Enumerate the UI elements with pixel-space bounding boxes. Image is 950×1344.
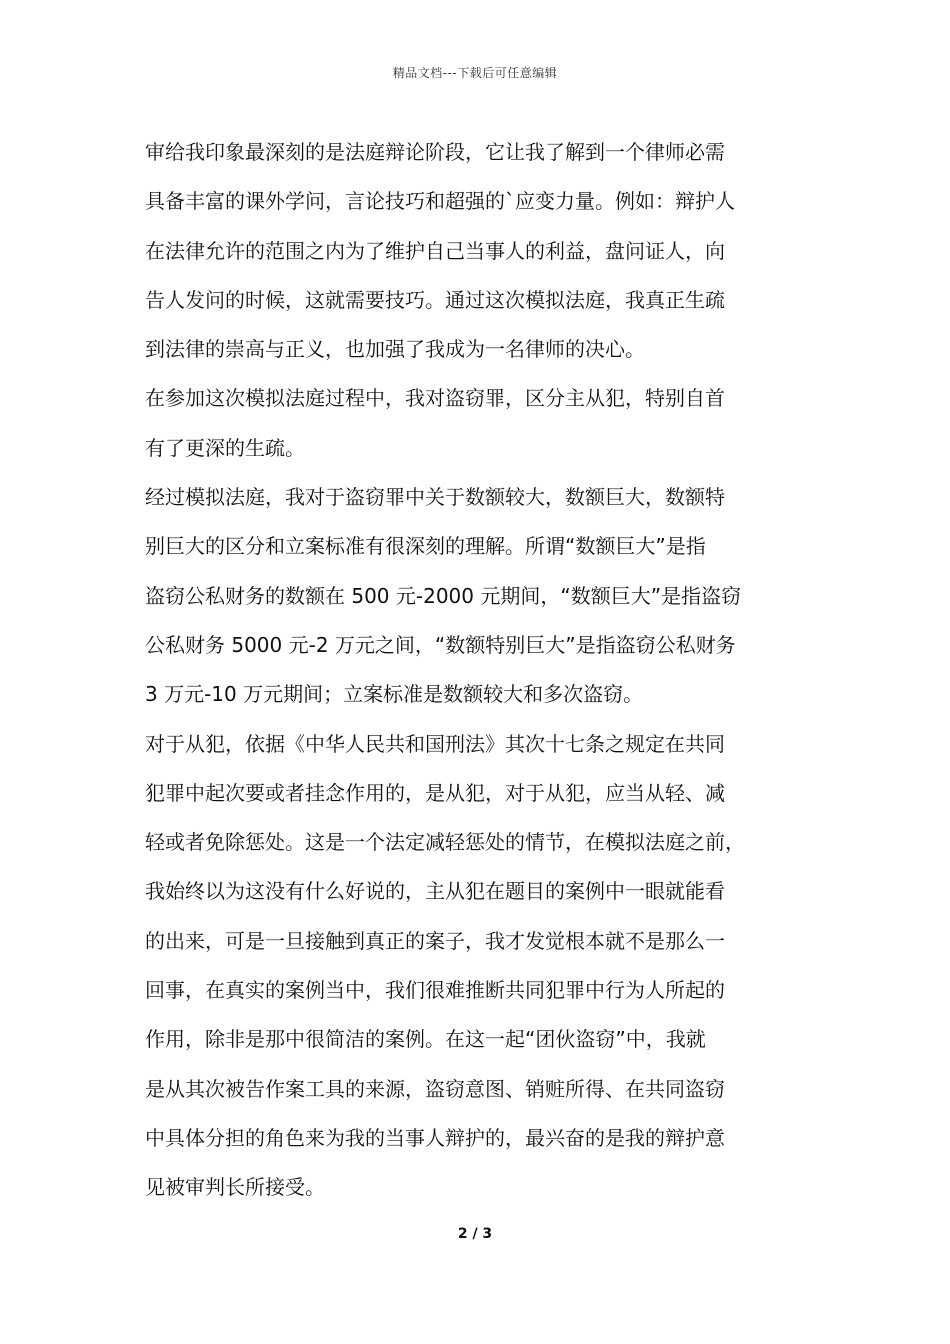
text-line: 在法律允许的范围之内为了维护自己当事人的利益，盘问证人，向 <box>145 238 725 263</box>
page-number: 2 / 3 <box>457 1226 493 1242</box>
text-line: 作用，除非是那中很简洁的案例。在这一起“团伙盗窃”中，我就 <box>145 1027 706 1052</box>
text-line: 中具体分担的角色来为我的当事人辩护的，最兴奋的是我的辩护意 <box>145 1125 725 1150</box>
text-line: 我始终以为这没有什么好说的，主从犯在题目的案例中一眼就能看 <box>145 879 725 904</box>
text-line: 别巨大的区分和立案标准有很深刻的理解。所谓“数额巨大”是指 <box>145 534 706 559</box>
text-line: 见被审判长所接受。 <box>145 1175 325 1200</box>
page-header: 精品文档---下载后可任意编辑 <box>392 66 558 80</box>
text-line: 犯罪中起次要或者挂念作用的，是从犯，对于从犯，应当从轻、减 <box>145 780 725 805</box>
text-line: 3 万元-10 万元期间；立案标准是数额较大和多次盗窃。 <box>145 682 644 707</box>
text-line: 盗窃公私财务的数额在 500 元-2000 元期间，“数额巨大”是指盗窃 <box>145 583 742 608</box>
text-line: 到法律的崇高与正义，也加强了我成为一名律师的决心。 <box>145 337 645 362</box>
text-line: 是从其次被告作案工具的来源，盗窃意图、销赃所得、在共同盗窃 <box>145 1076 725 1101</box>
text-line: 对于从犯，依据《中华人民共和国刑法》其次十七条之规定在共同 <box>145 731 725 756</box>
text-line: 告人发问的时候，这就需要技巧。通过这次模拟法庭，我真正生疏 <box>145 287 725 312</box>
text-line: 有了更深的生疏。 <box>145 435 305 460</box>
text-line: 具备丰富的课外学问，言论技巧和超强的`应变力量。例如：辩护人 <box>145 189 735 214</box>
text-line: 在参加这次模拟法庭过程中，我对盗窃罪，区分主从犯，特别自首 <box>145 386 725 411</box>
text-line: 经过模拟法庭，我对于盗窃罪中关于数额较大，数额巨大，数额特 <box>145 485 725 510</box>
text-line: 轻或者免除惩处。这是一个法定减轻惩处的情节，在模拟法庭之前， <box>145 830 745 855</box>
text-line: 审给我印象最深刻的是法庭辩论阶段，它让我了解到一个律师必需 <box>145 140 725 164</box>
text-line: 的出来，可是一旦接触到真正的案子，我才发觉根本就不是那么一 <box>145 928 725 953</box>
text-line: 回事，在真实的案例当中，我们很难推断共同犯罪中行为人所起的 <box>145 978 725 1003</box>
document-body <box>145 128 810 1213</box>
text-line: 公私财务 5000 元-2 万元之间，“数额特别巨大”是指盗窃公私财务 <box>145 632 736 657</box>
